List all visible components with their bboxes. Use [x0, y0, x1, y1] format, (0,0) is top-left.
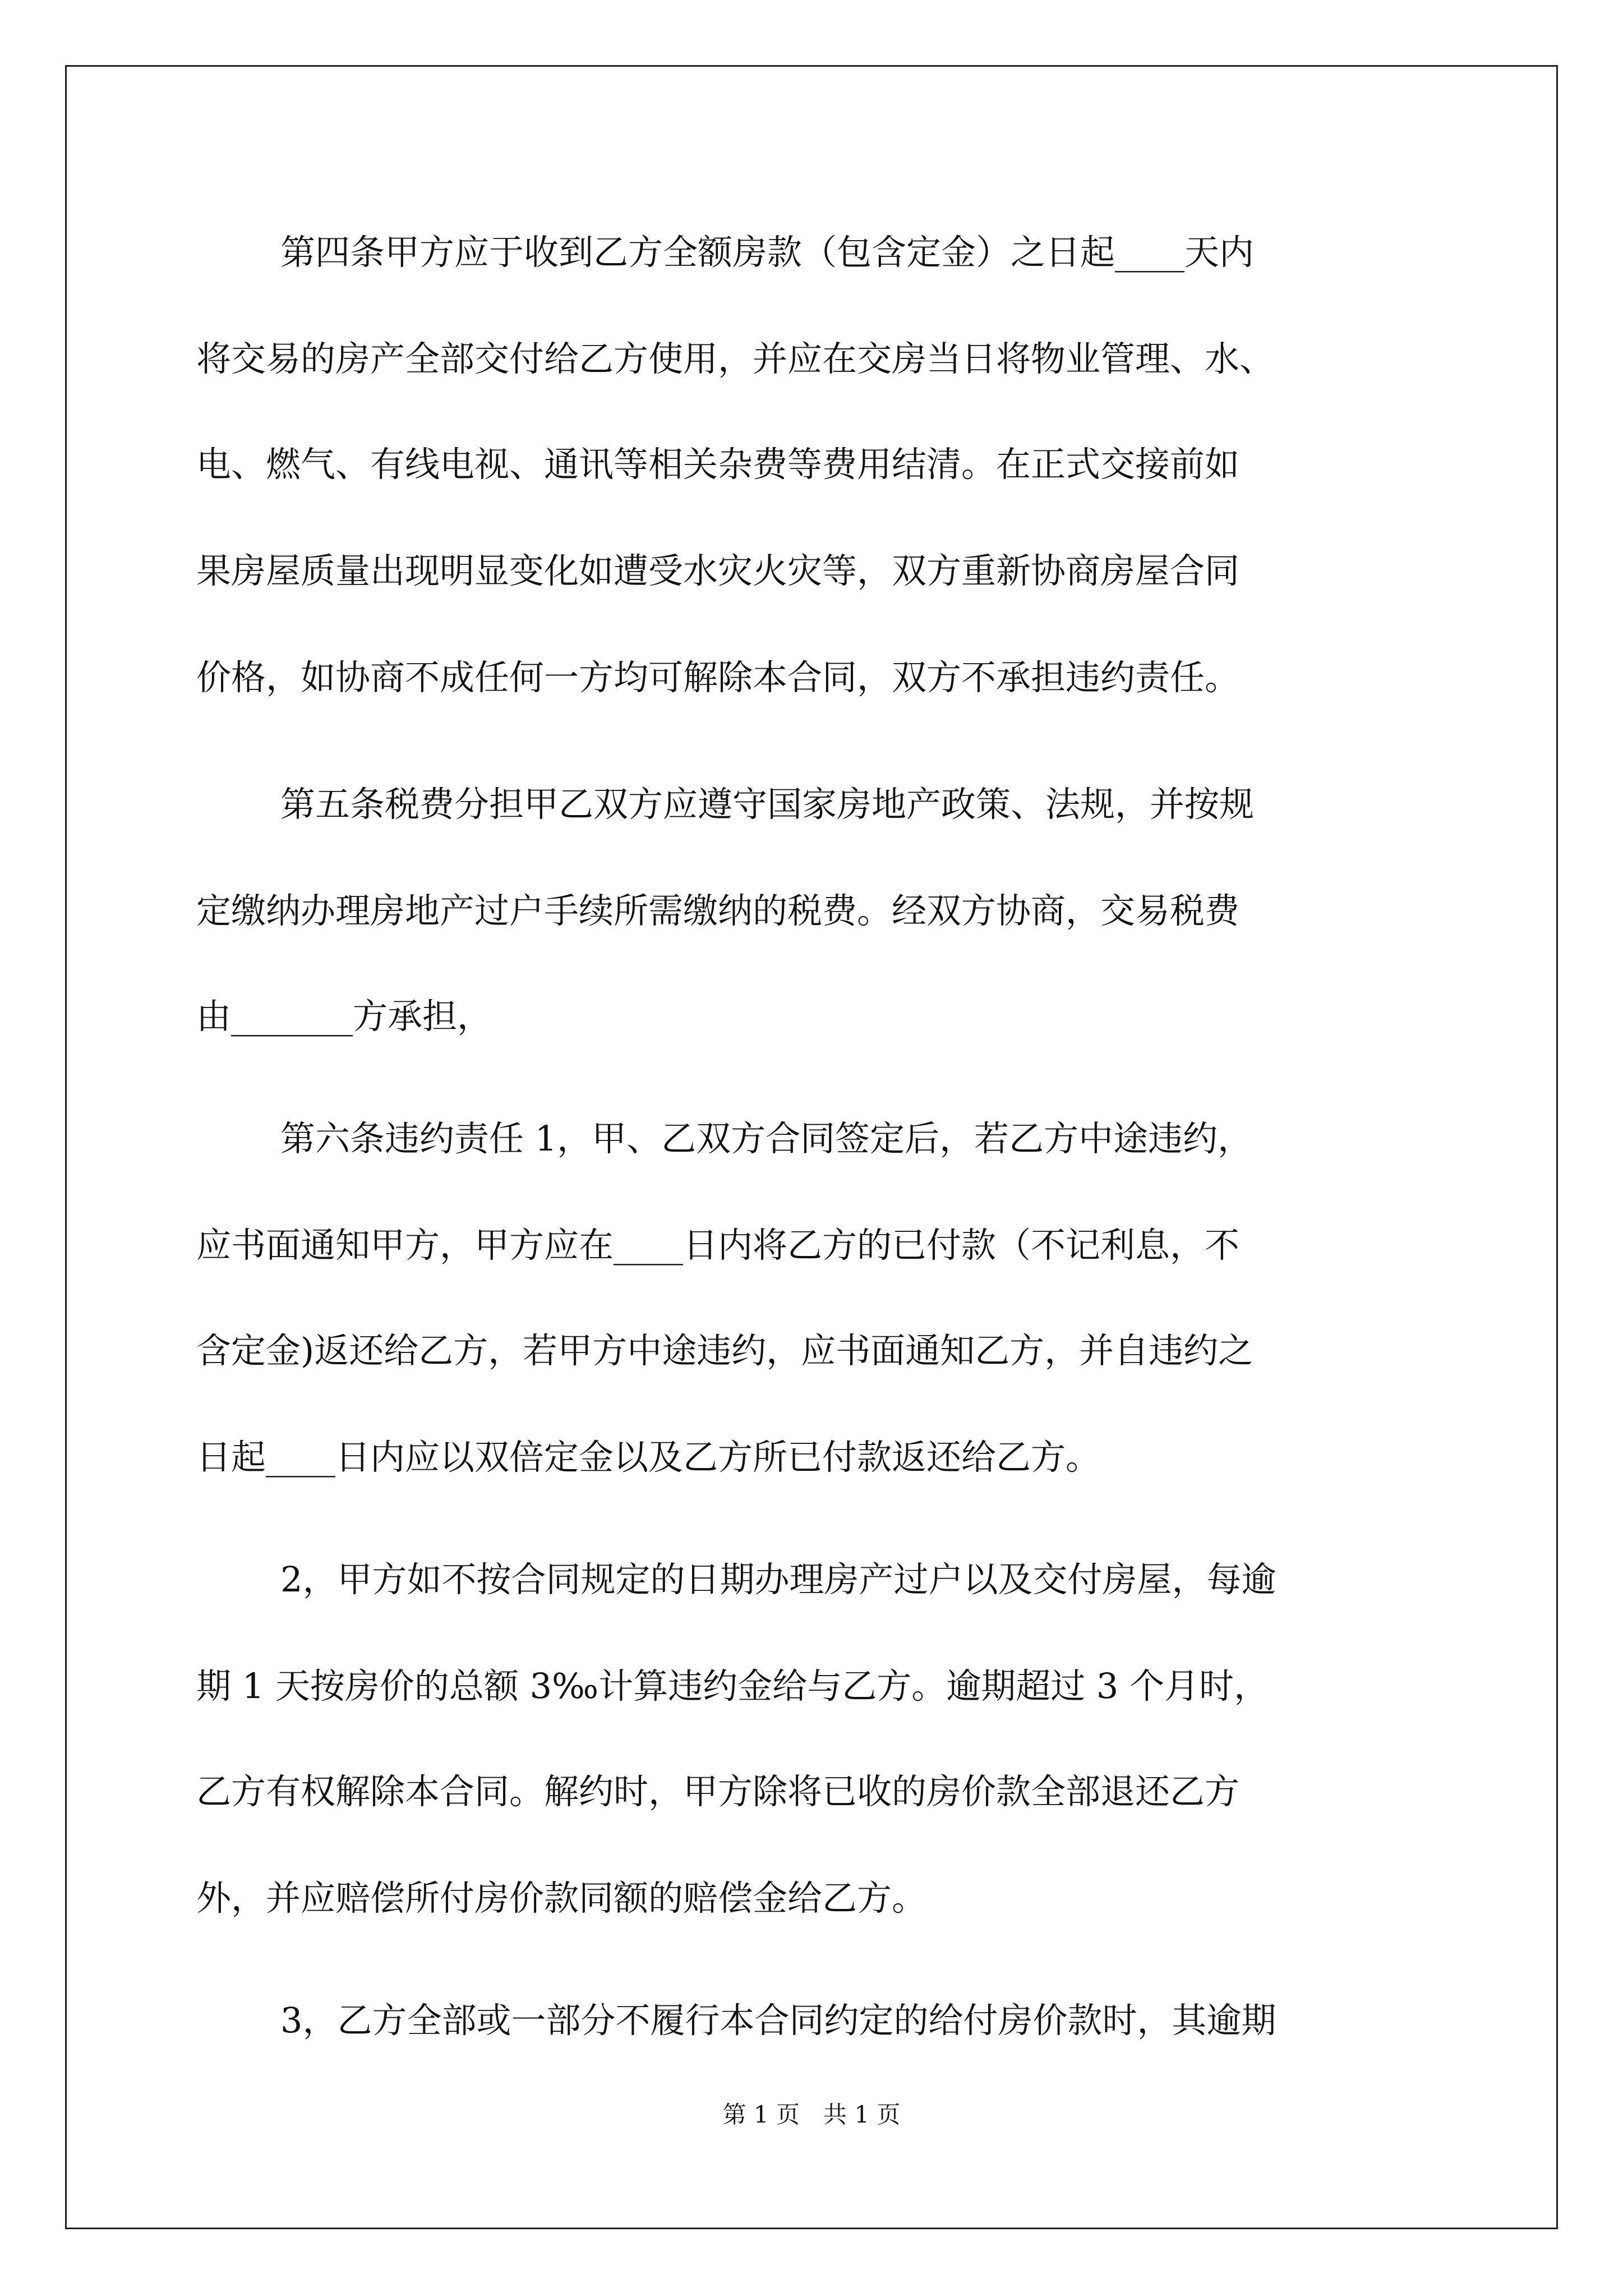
text-line: 含定金)返还给乙方，若甲方中途违约，应书面通知乙方，并自违约之: [196, 1330, 1253, 1371]
text-line: 日起____日内应以双倍定金以及乙方所已付款返还给乙方。: [196, 1437, 1101, 1478]
text-line: 电、燃气、有线电视、通讯等相关杂费等费用结清。在正式交接前如: [196, 444, 1240, 485]
text-line: 价格，如协商不成任何一方均可解除本合同，双方不承担违约责任。: [196, 657, 1240, 698]
text-line: 期 1 天按房价的总额 3‰计算违约金给与乙方。逾期超过 3 个月时，: [196, 1665, 1269, 1706]
text-line: 3，乙方全部或一部分不履行本合同约定的给付房价款时，其逾期: [280, 2000, 1276, 2041]
text-line: 第四条甲方应于收到乙方全额房款（包含定金）之日起____天内: [280, 232, 1255, 273]
text-line: 乙方有权解除本合同。解约时，甲方除将已收的房价款全部退还乙方: [196, 1771, 1240, 1812]
text-line: 外，并应赔偿所付房价款同额的赔偿金给乙方。: [196, 1878, 927, 1918]
text-line: 应书面通知甲方，甲方应在____日内将乙方的已付款（不记利息，不: [196, 1225, 1240, 1266]
page-number-footer: 第 1 页 共 1 页: [722, 2101, 901, 2128]
text-line: 由_______方承担，: [196, 996, 492, 1037]
text-line: 第六条违约责任 1，甲、乙双方合同签定后，若乙方中途违约，: [280, 1118, 1253, 1159]
text-line: 果房屋质量出现明显变化如遭受水灾火灾等，双方重新协商房屋合同: [196, 550, 1240, 591]
text-line: 定缴纳办理房地产过户手续所需缴纳的税费。经双方协商，交易税费: [196, 890, 1240, 931]
text-line: 将交易的房产全部交付给乙方使用，并应在交房当日将物业管理、水、: [196, 338, 1275, 379]
text-line: 第五条税费分担甲乙双方应遵守国家房地产政策、法规，并按规: [280, 784, 1255, 825]
text-line: 2，甲方如不按合同规定的日期办理房产过户以及交付房屋，每逾: [280, 1559, 1276, 1600]
